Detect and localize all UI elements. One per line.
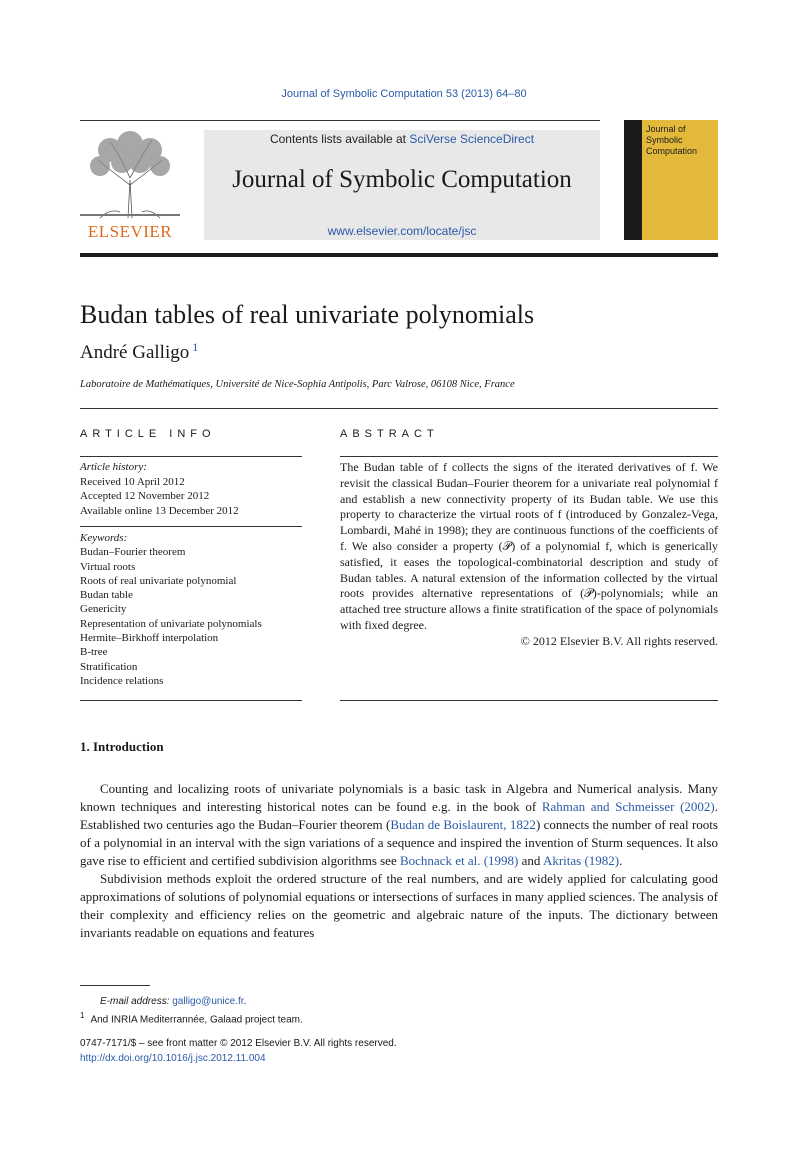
keyword-item: B-tree bbox=[80, 646, 108, 659]
history-label: Article history: bbox=[80, 461, 147, 473]
cover-title-line: Symbolic bbox=[646, 135, 683, 145]
journal-masthead bbox=[80, 120, 718, 242]
journal-url-link[interactable]: www.elsevier.com/locate/jsc bbox=[327, 224, 477, 238]
journal-citation[interactable]: Journal of Symbolic Computation 53 (2013) 64–80 bbox=[281, 88, 527, 100]
abstract-copyright: © 2012 Elsevier B.V. All rights reserved. bbox=[520, 633, 718, 648]
article-history bbox=[80, 460, 239, 518]
abstract-heading: ABSTRACT bbox=[340, 428, 439, 440]
masthead-rule bbox=[80, 120, 600, 121]
history-item: Available online 13 December 2012 bbox=[80, 504, 239, 517]
elsevier-tree-icon bbox=[80, 130, 180, 220]
header-rule bbox=[80, 408, 718, 409]
text-run: Counting and localizing roots of univariate polynomials is a basic task in Algebra and Numerical analysis. Many known techniques and interesting historical notes can be found e.g. in the book of bbox=[80, 781, 718, 814]
email-footnote bbox=[100, 996, 246, 1007]
introduction-body bbox=[80, 780, 718, 942]
text-run: ) connects the number of real roots of a polynomial in an interval with the sign variations of a sequence and inspired the invention of Sturm sequences. It also gave rise to efficient and certified subdivision algorithms see bbox=[80, 817, 718, 868]
email-link[interactable]: galligo@unice.fr bbox=[172, 996, 244, 1007]
text-run: . bbox=[619, 853, 623, 868]
abstract-text: The Budan table of f collects the signs of the iterated derivatives of f. We revisit the classical Budan–Fourier theorem for a univariate real polynomial f and establish a new connectivity property of its Budan table. We use this property to characterize the virtual roots of f (introduced by Gonzalez-Vega, Lombardi, Mahé in 1998); they are continuous functions of the coefficients of f. We also consider a property (𝒫) of a polynomial f, which is generically satisfied, it eases the topological-combinatorial description and study of Budan tables. A natural extension of the information collected by the virtual roots provides alternative representations of (𝒫)-polynomials; while an attached tree structure allows a finite stratification of the space of polynomials with fixed degree. bbox=[340, 460, 718, 632]
paragraph bbox=[80, 780, 718, 870]
contents-line bbox=[204, 132, 600, 146]
keywords-rule bbox=[80, 700, 302, 701]
affiliation: Laboratoire de Mathématiques, Université de Nice-Sophia Antipolis, Parc Valrose, 06108 Nice, France bbox=[80, 379, 515, 390]
author-name: André Galligo bbox=[80, 342, 190, 363]
keyword-item: Budan table bbox=[80, 589, 133, 602]
section-heading-introduction: 1. Introduction bbox=[80, 739, 164, 754]
sciencedirect-link[interactable]: SciVerse ScienceDirect bbox=[409, 132, 535, 146]
footnote-text: And INRIA Mediterrannée, Galaad project team. bbox=[90, 1014, 303, 1026]
author bbox=[80, 342, 198, 364]
citation-link[interactable]: Rahman and Schmeisser (2002) bbox=[541, 799, 715, 814]
cover-title-line: Journal of bbox=[646, 124, 686, 134]
elsevier-wordmark: ELSEVIER bbox=[87, 222, 173, 241]
issn-line: 0747-7171/$ – see front matter © 2012 Elsevier B.V. All rights reserved. bbox=[80, 1038, 397, 1049]
doi-link[interactable]: http://dx.doi.org/10.1016/j.jsc.2012.11.004 bbox=[80, 1053, 266, 1064]
citation-link[interactable]: Bochnack et al. (1998) bbox=[399, 853, 519, 868]
keyword-item: Genericity bbox=[80, 603, 127, 616]
journal-title: Journal of Symbolic Computation bbox=[232, 166, 572, 193]
contents-prefix: Contents lists available at bbox=[269, 132, 410, 146]
keyword-item: Budan–Fourier theorem bbox=[80, 546, 186, 559]
footnote-1 bbox=[80, 1011, 303, 1025]
abstract bbox=[340, 460, 718, 650]
text-run: . Established two centuries ago the Budan–Fourier theorem ( bbox=[80, 799, 718, 832]
cover-title bbox=[646, 124, 716, 157]
abstract-bottom-rule bbox=[340, 700, 718, 701]
keyword-item: Incidence relations bbox=[80, 674, 164, 687]
footnote-rule bbox=[80, 985, 150, 986]
paragraph: Subdivision methods exploit the ordered structure of the real numbers, and are widely applied for calculating good approximations of solutions of polynomial equations or intersections of surfaces in many applied sciences. The analysis of their complexity and efficiency relies on the geometric and algebraic nature of the inputs. The dictionary between invariants readable on equations and features bbox=[80, 871, 718, 940]
abstract-top-rule bbox=[340, 456, 718, 457]
history-rule bbox=[80, 526, 302, 527]
footnote-mark: 1 bbox=[80, 1011, 85, 1020]
keyword-item: Hermite–Birkhoff interpolation bbox=[80, 632, 219, 645]
keyword-item: Virtual roots bbox=[80, 560, 136, 573]
keyword-item: Representation of univariate polynomials bbox=[80, 617, 262, 630]
citation-link[interactable]: Akritas (1982) bbox=[542, 853, 620, 868]
history-item: Accepted 12 November 2012 bbox=[80, 490, 210, 502]
keyword-item: Stratification bbox=[80, 660, 138, 673]
email-label: E-mail address: bbox=[100, 996, 173, 1007]
article-info-heading: ARTICLE INFO bbox=[80, 428, 216, 440]
journal-cover-image bbox=[624, 120, 718, 240]
text-run: . bbox=[243, 996, 247, 1007]
masthead-center-box bbox=[204, 130, 600, 240]
article-info-rule bbox=[80, 456, 302, 457]
author-footnote-link[interactable]: 1 bbox=[192, 340, 199, 354]
paper-title: Budan tables of real univariate polynomials bbox=[80, 300, 535, 329]
keyword-item: Roots of real univariate polynomial bbox=[80, 574, 237, 587]
elsevier-logo bbox=[80, 130, 180, 242]
keywords bbox=[80, 531, 262, 688]
keywords-label: Keywords: bbox=[80, 532, 128, 544]
masthead-thick-rule bbox=[80, 253, 718, 257]
cover-title-line: Computation bbox=[646, 146, 698, 156]
history-item: Received 10 April 2012 bbox=[80, 475, 185, 488]
text-run: and bbox=[518, 853, 543, 868]
citation-link[interactable]: Budan de Boislaurent, 1822 bbox=[390, 817, 536, 832]
